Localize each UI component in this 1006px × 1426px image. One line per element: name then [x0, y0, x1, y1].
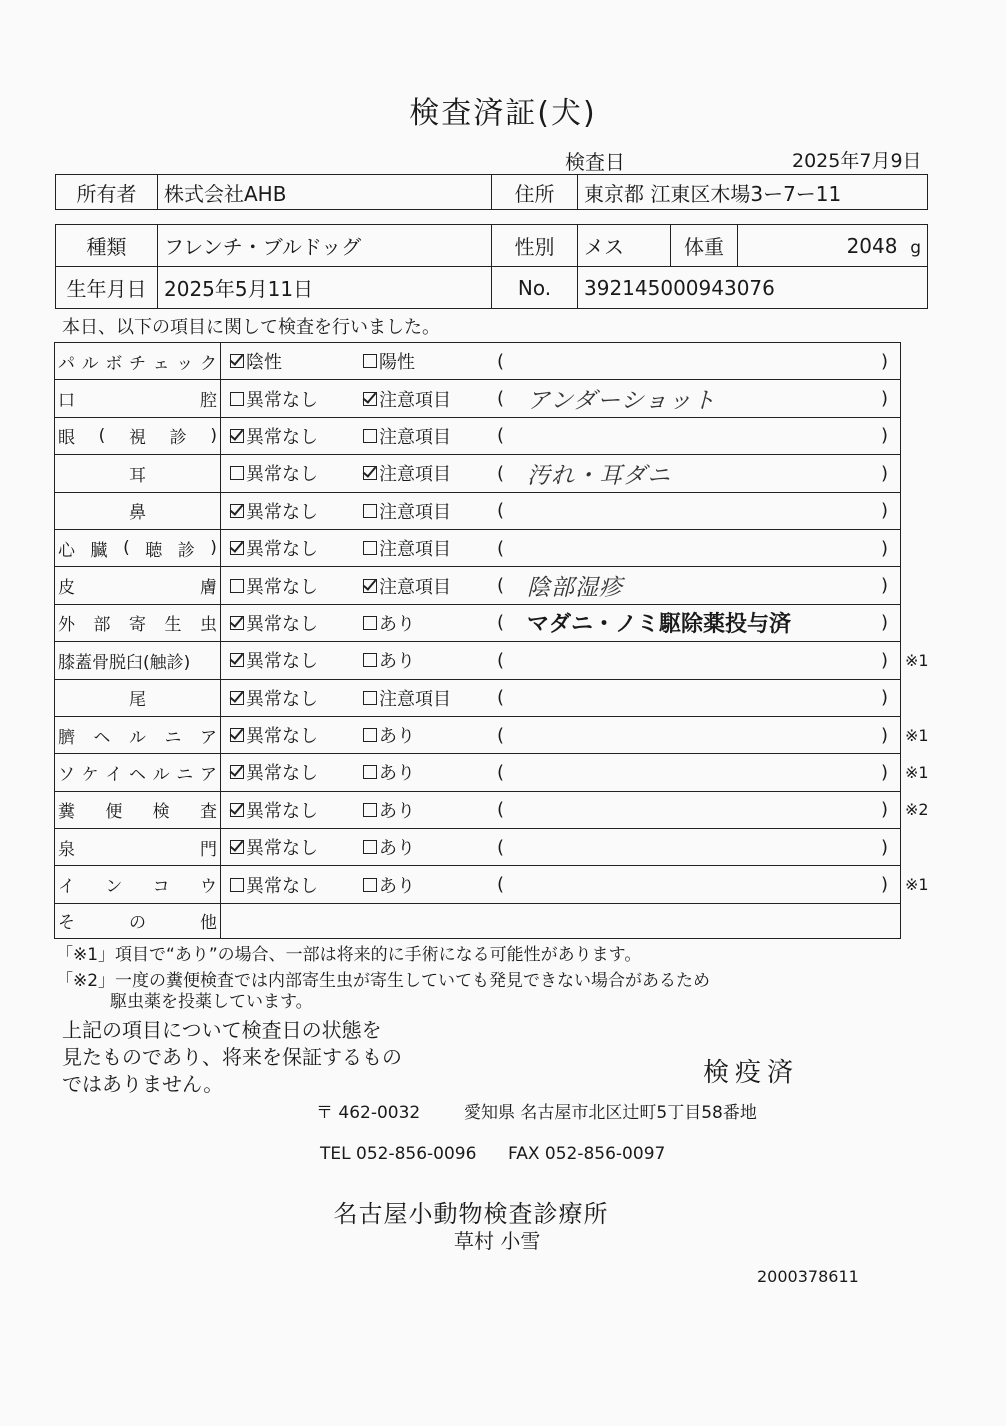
weight-label: 体重 — [671, 225, 738, 267]
footnote-2-line-2: 駆虫薬を投薬しています。 — [110, 992, 313, 1012]
animal-table — [55, 224, 928, 309]
check-item-name-char: コ — [152, 877, 170, 898]
check-item-name-part: 門 — [200, 839, 217, 860]
check-item-name-char: ニ — [176, 764, 194, 785]
check-item-name-text: 耳 — [129, 465, 146, 486]
birth-value: 2025年5月11日 — [158, 267, 492, 309]
option-2 — [363, 642, 415, 678]
paren-close: ) — [881, 575, 889, 597]
check-item-name — [55, 754, 221, 790]
option-2-label: あり — [379, 800, 415, 822]
option-2 — [363, 754, 415, 790]
paren-close: ) — [881, 612, 889, 634]
check-item-name — [55, 343, 221, 379]
checkbox-icon — [363, 466, 377, 480]
disclaimer-line-2: 見たものであり、将来を保証するもの — [62, 1045, 402, 1069]
check-table — [54, 342, 929, 939]
checkbox-icon — [230, 728, 244, 742]
disclaimer — [62, 1017, 402, 1098]
check-item-name-char: ソ — [58, 764, 75, 785]
option-2 — [363, 792, 415, 828]
paren-close: ) — [881, 500, 889, 522]
option-1-label: 異常なし — [246, 389, 318, 411]
option-1-label: 異常なし — [246, 501, 318, 523]
check-item-name-text: 鼻 — [129, 503, 146, 524]
check-item-name-char: 糞 — [58, 802, 75, 823]
quarantine-stamp: 検疫済 — [703, 1058, 800, 1088]
check-item-name-char: ェ — [152, 353, 170, 374]
clinic-tel: TEL 052-856-0096 — [320, 1144, 477, 1164]
check-row — [55, 605, 900, 642]
paren-open: ( — [497, 799, 505, 821]
option-1-label: 異常なし — [246, 875, 318, 897]
check-item-name-char: ア — [200, 727, 217, 748]
check-row — [55, 792, 929, 829]
check-item-name-char: パ — [58, 353, 75, 374]
paren-close: ) — [881, 874, 889, 896]
check-row — [55, 754, 929, 791]
paren-close: ) — [881, 799, 889, 821]
option-2-label: 注意項目 — [379, 464, 451, 486]
check-item-name-char: 診 — [169, 428, 187, 449]
disclaimer-line-1: 上記の項目について検査日の状態を — [62, 1018, 382, 1042]
check-item-name-text: 尾 — [129, 690, 146, 711]
exam-date-label: 検査日 — [565, 150, 625, 174]
check-item-name-char: チ — [128, 353, 146, 374]
paren-close: ) — [881, 350, 889, 372]
paren-open: ( — [497, 724, 505, 746]
check-item-name-part: 膚 — [200, 578, 217, 599]
footnote-mark: ※1 — [905, 650, 929, 670]
serial-number: 2000378611 — [757, 1267, 859, 1286]
checkbox-icon — [363, 579, 377, 593]
option-2 — [363, 493, 451, 529]
option-1 — [230, 680, 318, 716]
checkbox-icon — [230, 392, 244, 406]
paren-open: ( — [497, 687, 505, 709]
option-1 — [230, 343, 282, 379]
weight-cell — [738, 225, 928, 267]
option-2-label: 注意項目 — [379, 576, 451, 598]
option-1-label: 異常なし — [246, 763, 318, 785]
check-item-name-char: 聴 — [145, 540, 163, 561]
check-item-name — [55, 493, 221, 529]
check-note: アンダーショット — [527, 388, 717, 415]
checkbox-icon — [230, 504, 244, 518]
paren-close: ) — [881, 388, 889, 410]
checkbox-icon — [230, 616, 244, 630]
option-1-label: 異常なし — [246, 613, 318, 635]
clinic-fax: FAX 052-856-0097 — [508, 1144, 666, 1164]
check-item-name-char: ( — [98, 425, 106, 446]
check-item-name-char: 生 — [164, 615, 182, 636]
check-item-name-char: ニ — [164, 727, 182, 748]
checkbox-icon — [230, 429, 244, 443]
check-row — [55, 455, 900, 492]
check-item-name — [55, 642, 221, 678]
checkbox-icon — [363, 429, 377, 443]
check-item-name-char: ン — [105, 877, 123, 898]
option-2-label: 注意項目 — [379, 426, 451, 448]
checkbox-icon — [363, 803, 377, 817]
option-1 — [230, 642, 318, 678]
check-item-name-char: 視 — [128, 428, 146, 449]
check-item-name-char: ヘ — [93, 727, 111, 748]
check-item-name-char: 外 — [58, 615, 75, 636]
paren-open: ( — [497, 537, 505, 559]
option-1-label: 異常なし — [246, 800, 318, 822]
check-row — [55, 829, 900, 866]
option-2-label: 注意項目 — [379, 688, 451, 710]
option-2 — [363, 380, 451, 416]
check-item-name-char: ア — [199, 764, 217, 785]
other-label — [55, 904, 221, 938]
check-item-name-char: 眼 — [58, 428, 75, 449]
check-note: マダニ・ノミ駆除薬投与済 — [527, 612, 792, 638]
checkbox-icon — [363, 728, 377, 742]
checkbox-icon — [363, 354, 377, 368]
paren-close: ) — [881, 425, 889, 447]
option-1 — [230, 717, 318, 753]
option-1 — [230, 567, 318, 603]
check-item-name-char: ル — [81, 353, 99, 374]
option-2 — [363, 455, 451, 491]
option-1 — [230, 829, 318, 865]
checkbox-icon — [230, 579, 244, 593]
check-item-name — [55, 567, 221, 603]
other-row — [55, 904, 900, 939]
paren-open: ( — [497, 612, 505, 634]
check-item-name-char: ク — [199, 353, 217, 374]
option-2 — [363, 829, 415, 865]
check-item-name-char: ) — [210, 538, 217, 559]
check-item-name-char: 虫 — [200, 615, 217, 636]
other-label-char: そ — [58, 913, 75, 934]
check-row — [55, 493, 900, 530]
intro-text: 本日、以下の項目に関して検査を行いました。 — [62, 317, 440, 338]
check-item-name-text: 膝蓋骨脱臼(触診) — [58, 652, 191, 673]
check-item-name-char: ヘ — [128, 764, 146, 785]
check-row — [55, 343, 900, 380]
sex-label: 性別 — [492, 225, 578, 267]
check-item-name — [55, 605, 221, 641]
check-item-name — [55, 829, 221, 865]
check-item-name — [55, 866, 221, 902]
check-item-name-char: 心 — [58, 540, 75, 561]
owner-value: 株式会社AHB — [158, 175, 492, 210]
weight-unit: g — [910, 237, 921, 258]
owner-table — [55, 174, 928, 210]
paren-close: ) — [881, 649, 889, 671]
sex-value: メス — [578, 225, 671, 267]
check-item-name-char: 部 — [93, 615, 111, 636]
check-item-name-char: ボ — [105, 353, 123, 374]
option-1 — [230, 605, 318, 641]
checkbox-icon — [230, 653, 244, 667]
checkbox-icon — [230, 354, 244, 368]
check-item-name — [55, 418, 221, 454]
paren-open: ( — [497, 500, 505, 522]
option-2 — [363, 343, 415, 379]
option-1 — [230, 380, 318, 416]
check-item-name-part: 泉 — [58, 839, 75, 860]
option-2-label: あり — [379, 726, 415, 748]
option-2 — [363, 717, 415, 753]
footnote-1: 「※1」項目で“あり”の場合、一部は将来的に手術になる可能性があります。 — [56, 945, 642, 965]
paren-open: ( — [497, 425, 505, 447]
clinic-name: 名古屋小動物検査診療所 — [333, 1200, 609, 1228]
check-item-name-char: 査 — [199, 802, 217, 823]
option-1-label: 異常なし — [246, 464, 318, 486]
check-item-name-char: イ — [105, 764, 123, 785]
option-1 — [230, 530, 318, 566]
option-2-label: あり — [379, 875, 415, 897]
footnote-mark: ※1 — [905, 762, 929, 782]
paren-close: ) — [881, 537, 889, 559]
checkbox-icon — [363, 691, 377, 705]
address-value: 東京都 江東区木場3ー7ー11 — [578, 175, 928, 210]
vet-name: 草村 小雪 — [454, 1229, 541, 1253]
paren-open: ( — [497, 874, 505, 896]
option-1 — [230, 418, 318, 454]
paren-close: ) — [881, 462, 889, 484]
check-item-name-char: ウ — [199, 877, 217, 898]
paren-open: ( — [497, 649, 505, 671]
check-row — [55, 380, 900, 417]
paren-close: ) — [881, 761, 889, 783]
birth-label: 生年月日 — [56, 267, 158, 309]
paren-close: ) — [881, 724, 889, 746]
checkbox-icon — [363, 765, 377, 779]
option-1-label: 異常なし — [246, 576, 318, 598]
option-2 — [363, 680, 451, 716]
check-item-name-char: 寄 — [129, 615, 146, 636]
option-1 — [230, 455, 318, 491]
document-title: 検査済証(犬) — [409, 96, 597, 131]
option-2 — [363, 605, 415, 641]
check-item-name-char: ( — [123, 538, 130, 559]
breed-label: 種類 — [56, 225, 158, 267]
check-row — [55, 680, 900, 717]
check-row — [55, 717, 929, 754]
option-2-label: あり — [379, 613, 415, 635]
check-item-name — [55, 530, 221, 566]
option-2-label: 注意項目 — [379, 389, 451, 411]
check-item-name-char: 臓 — [90, 540, 108, 561]
check-row — [55, 418, 900, 455]
option-1 — [230, 866, 318, 902]
option-2-label: 注意項目 — [379, 539, 451, 561]
check-item-name-part: 皮 — [58, 578, 75, 599]
paren-open: ( — [497, 350, 505, 372]
option-2 — [363, 530, 451, 566]
check-item-name-char: ル — [129, 727, 146, 748]
other-label-char: 他 — [200, 913, 217, 934]
option-1 — [230, 493, 318, 529]
check-item-name-char: 臍 — [58, 727, 75, 748]
footnote-mark: ※1 — [905, 725, 929, 745]
check-item-name-char: ル — [152, 764, 170, 785]
checkbox-icon — [363, 616, 377, 630]
option-2-label: あり — [379, 763, 415, 785]
checkbox-icon — [230, 803, 244, 817]
check-row — [55, 530, 900, 567]
address-label: 住所 — [492, 175, 578, 210]
paren-open: ( — [497, 836, 505, 858]
option-2-label: 注意項目 — [379, 501, 451, 523]
option-2 — [363, 418, 451, 454]
paren-open: ( — [497, 761, 505, 783]
check-row — [55, 866, 929, 903]
check-item-name-char: ケ — [81, 764, 99, 785]
check-item-name-char: イ — [58, 877, 75, 898]
checkbox-icon — [230, 840, 244, 854]
paren-open: ( — [497, 575, 505, 597]
exam-date: 2025年7月9日 — [792, 150, 922, 172]
option-2-label: あり — [379, 651, 415, 673]
disclaimer-line-3: ではありません。 — [62, 1072, 224, 1096]
owner-label: 所有者 — [56, 175, 158, 210]
checkbox-icon — [363, 653, 377, 667]
paren-close: ) — [881, 836, 889, 858]
check-row — [55, 567, 900, 604]
check-item-name-char: 診 — [177, 540, 195, 561]
check-item-name-char: ッ — [176, 353, 194, 374]
paren-open: ( — [497, 388, 505, 410]
paren-close: ) — [881, 687, 889, 709]
breed-value: フレンチ・ブルドッグ — [158, 225, 492, 267]
option-1-label: 異常なし — [246, 688, 318, 710]
other-label-char: の — [129, 913, 146, 934]
checkbox-icon — [230, 466, 244, 480]
check-item-name-part: 口 — [58, 391, 75, 412]
option-1-label: 異常なし — [246, 651, 318, 673]
option-2-label: 陽性 — [379, 352, 415, 374]
check-item-name-part: 腔 — [200, 391, 217, 412]
checkbox-icon — [230, 878, 244, 892]
check-item-name — [55, 717, 221, 753]
option-1 — [230, 754, 318, 790]
check-item-name-char: ) — [210, 425, 217, 446]
checkbox-icon — [363, 840, 377, 854]
option-1-label: 異常なし — [246, 726, 318, 748]
option-2 — [363, 866, 415, 902]
footnote-mark: ※1 — [905, 875, 929, 895]
option-1-label: 異常なし — [246, 426, 318, 448]
postal-code: 〒 462-0032 — [316, 1103, 421, 1123]
paren-open: ( — [497, 462, 505, 484]
option-1 — [230, 792, 318, 828]
option-1-label: 異常なし — [246, 539, 318, 561]
checkbox-icon — [363, 392, 377, 406]
option-1-label: 陰性 — [246, 352, 282, 374]
check-item-name — [55, 680, 221, 716]
footnote-2-line-1: 「※2」一度の糞便検査では内部寄生虫が寄生していても発見できない場合があるため — [56, 971, 711, 991]
checkbox-icon — [363, 541, 377, 555]
number-value: 392145000943076 — [578, 267, 928, 309]
check-item-name-char: 便 — [105, 802, 123, 823]
check-row — [55, 642, 929, 679]
check-item-name-char: 検 — [152, 802, 170, 823]
checkbox-icon — [230, 765, 244, 779]
option-2-label: あり — [379, 838, 415, 860]
checkbox-icon — [230, 541, 244, 555]
weight-value: 2048 — [846, 233, 898, 258]
option-1-label: 異常なし — [246, 838, 318, 860]
checkbox-icon — [363, 504, 377, 518]
check-item-name — [55, 455, 221, 491]
clinic-address: 愛知県 名古屋市北区辻町5丁目58番地 — [464, 1103, 757, 1123]
no-label: No. — [492, 267, 578, 309]
checkbox-icon — [363, 878, 377, 892]
check-item-name — [55, 380, 221, 416]
check-note: 汚れ・耳ダニ — [527, 462, 671, 489]
option-2 — [363, 567, 451, 603]
footnote-mark: ※2 — [905, 800, 929, 820]
check-item-name — [55, 792, 221, 828]
checkbox-icon — [230, 691, 244, 705]
check-note: 陰部湿疹 — [527, 575, 623, 602]
